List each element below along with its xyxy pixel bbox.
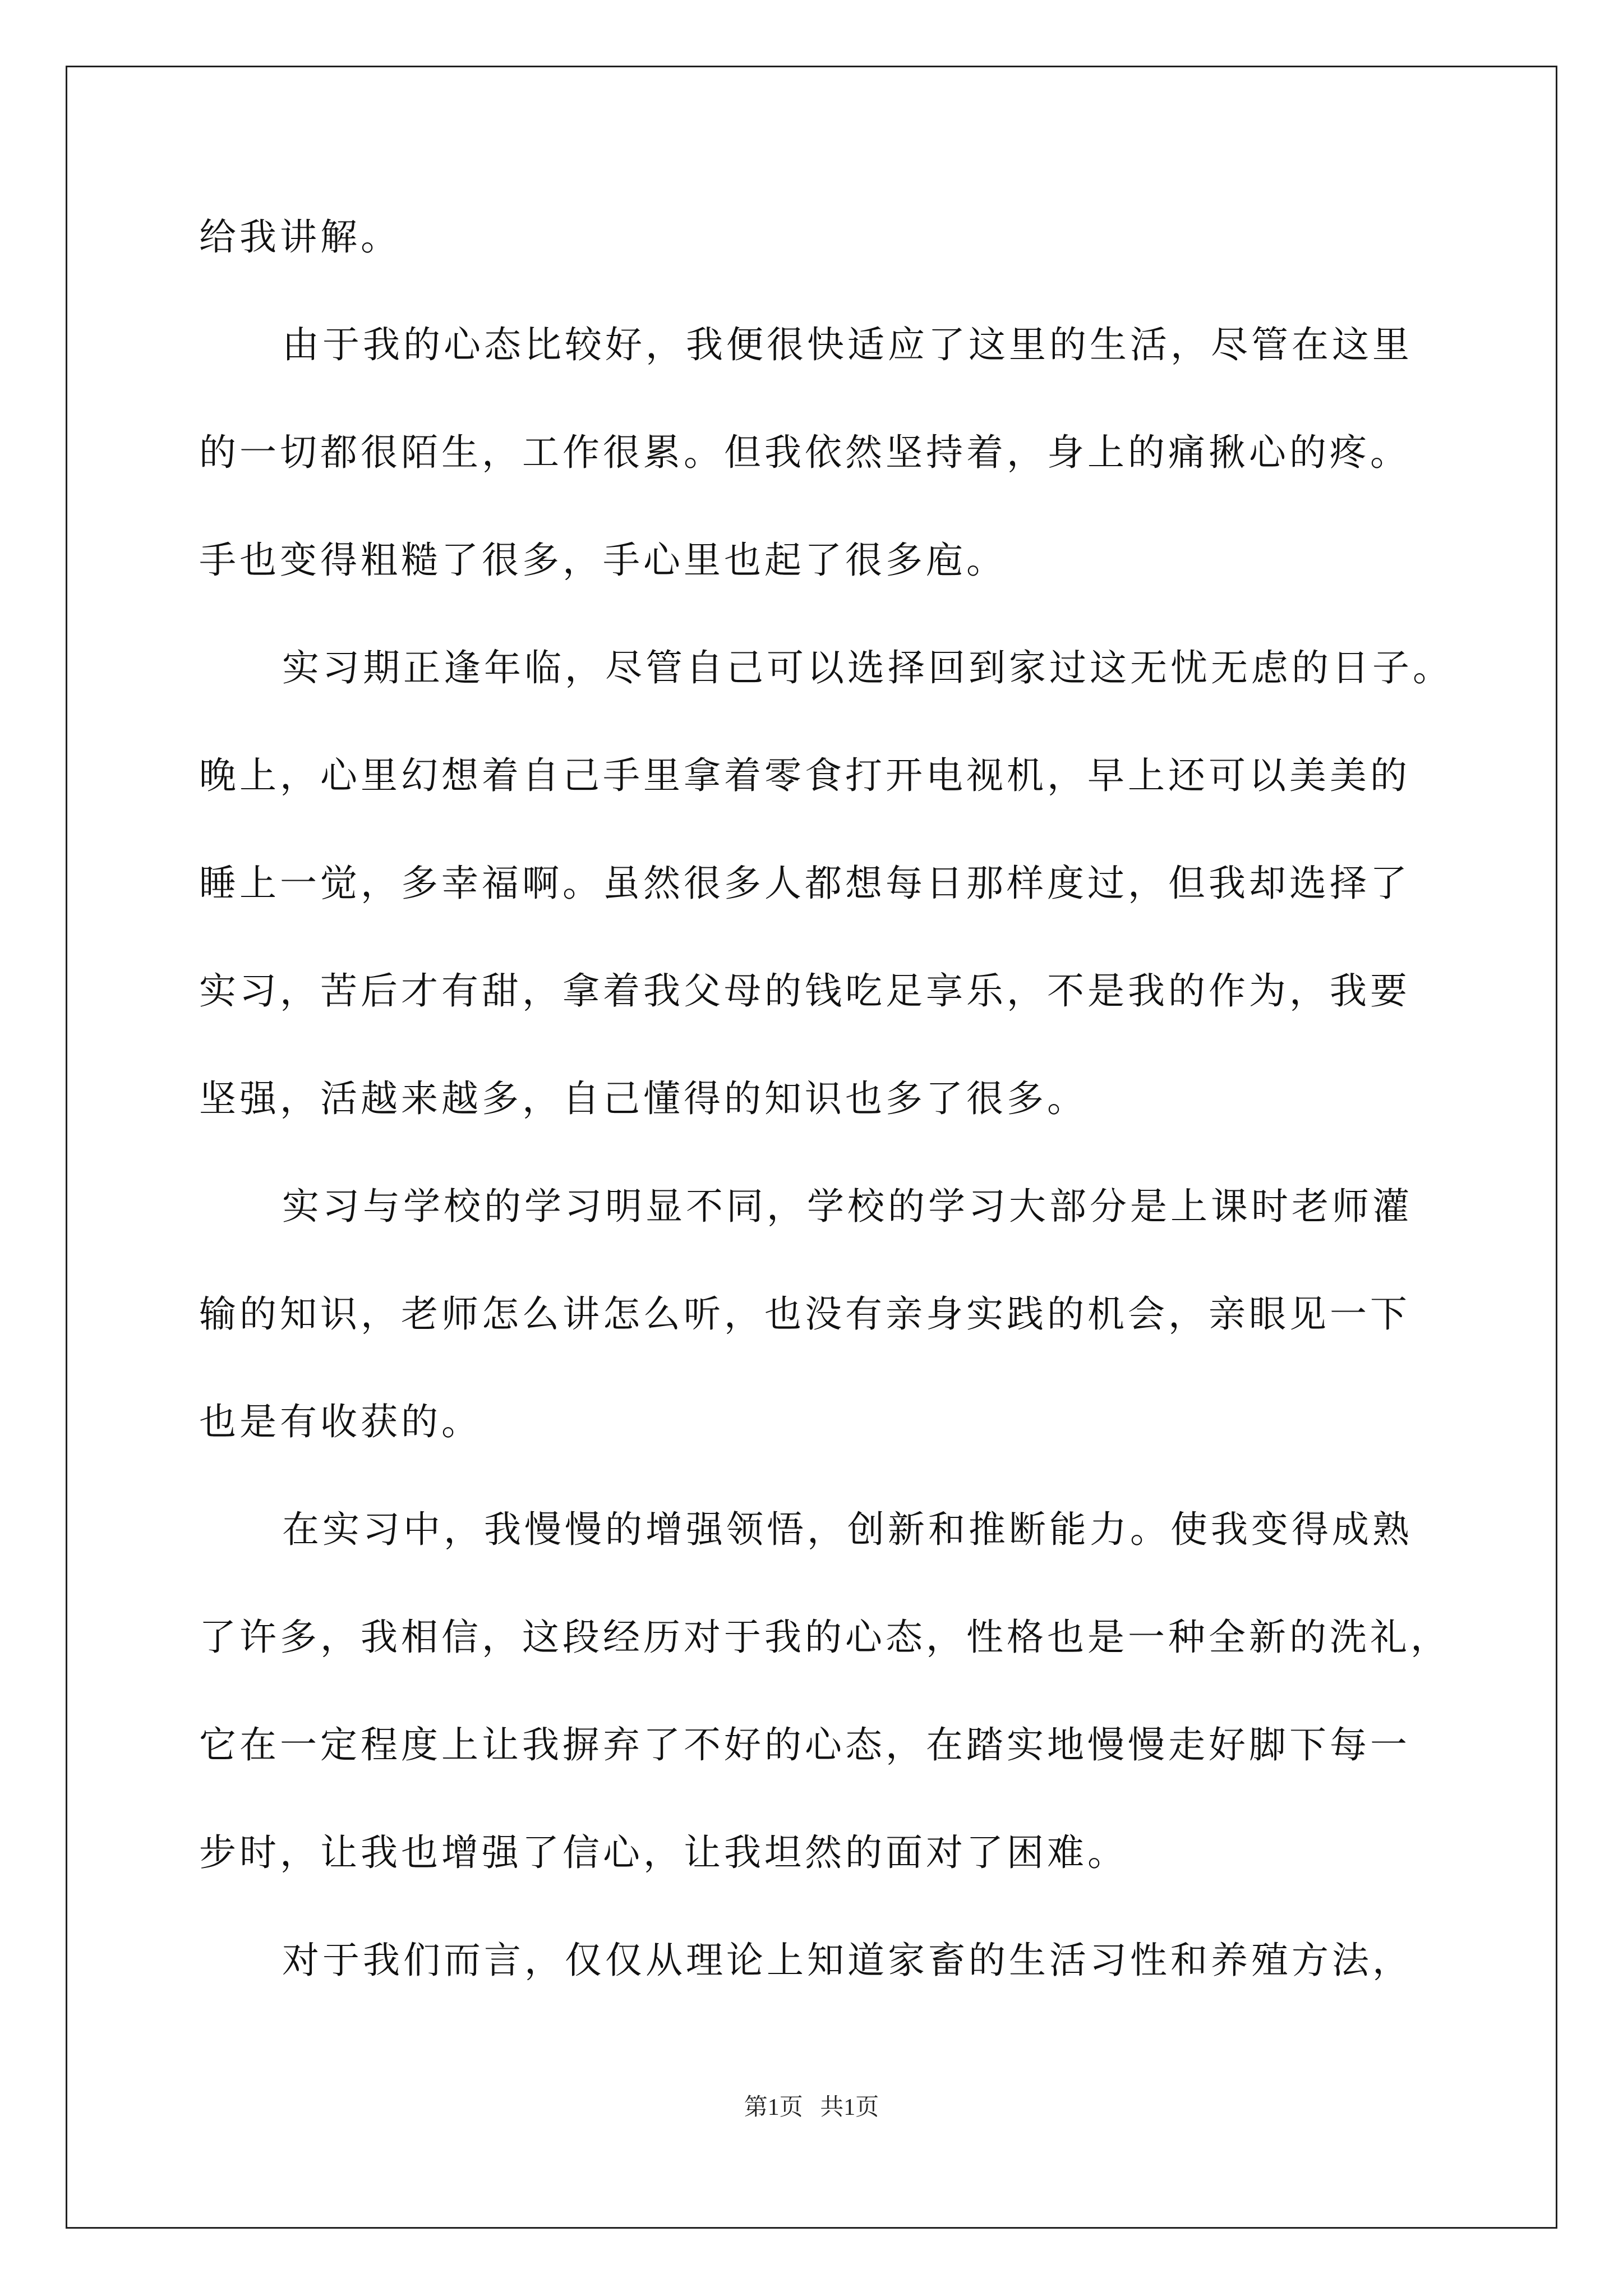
page-number-total: 共1页 bbox=[820, 2095, 879, 2120]
text-line: 晚上，心里幻想着自己手里拿着零食打开电视机，早上还可以美美的 bbox=[199, 754, 1410, 797]
text-line: 它在一定程度上让我摒弃了不好的心态，在踏实地慢慢走好脚下每一 bbox=[199, 1723, 1410, 1766]
text-line: 坚强，活越来越多，自己懂得的知识也多了很多。 bbox=[199, 1077, 1087, 1120]
text-line: 了许多，我相信，这段经历对于我的心态，性格也是一种全新的洗礼， bbox=[199, 1616, 1451, 1659]
text-line: 手也变得粗糙了很多，手心里也起了很多庖。 bbox=[199, 539, 1007, 582]
text-line: 输的知识，老师怎么讲怎么听，也没有亲身实践的机会，亲眼见一下 bbox=[199, 1292, 1410, 1336]
text-line: 的一切都很陌生，工作很累。但我依然坚持着，身上的痛揪心的疼。 bbox=[199, 431, 1410, 474]
text-line: 实习期正逢年临，尽管自己可以选择回到家过这无忧无虑的日子。 bbox=[282, 646, 1453, 689]
text-line: 也是有收获的。 bbox=[199, 1400, 482, 1443]
page-number-current: 第1页 bbox=[744, 2095, 803, 2120]
text-line: 对于我们而言，仅仅从理论上知道家畜的生活习性和养殖方法， bbox=[282, 1939, 1413, 1982]
text-line: 睡上一觉，多幸福啊。虽然很多人都想每日那样度过，但我却选择了 bbox=[199, 862, 1410, 905]
text-line: 步时，让我也增强了信心，让我坦然的面对了困难。 bbox=[199, 1831, 1128, 1874]
text-line: 实习与学校的学习明显不同，学校的学习大部分是上课时老师灌 bbox=[282, 1185, 1413, 1228]
text-line: 实习，苦后才有甜，拿着我父母的钱吃足享乐，不是我的作为，我要 bbox=[199, 969, 1410, 1013]
text-line: 在实习中，我慢慢的增强领悟，创新和推断能力。使我变得成熟 bbox=[282, 1508, 1413, 1551]
text-line: 由于我的心态比较好，我便很快适应了这里的生活，尽管在这里 bbox=[282, 323, 1413, 366]
document-body bbox=[199, 212, 1455, 2043]
text-line: 给我讲解。 bbox=[199, 215, 401, 259]
page-footer bbox=[0, 2091, 1623, 2124]
